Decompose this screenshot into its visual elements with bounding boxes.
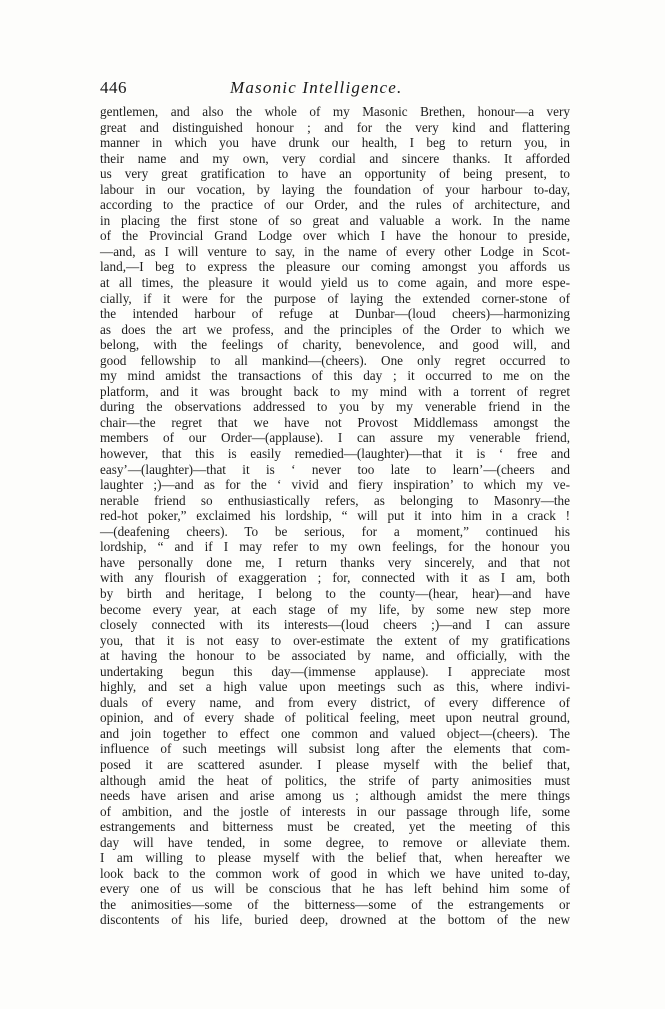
text-line: manner in which you have drunk our health, I beg to return you, in (100, 135, 570, 151)
text-line: nerable friend so enthusiastically refers, as belonging to Masonry—the (100, 492, 570, 508)
text-line: great and distinguished honour ; and for the very kind and flattering (100, 119, 570, 135)
text-line: according to the practice of our Order, and the rules of architecture, and (100, 197, 570, 213)
text-line: highly, and set a high value upon meetings such as this, where indivi- (100, 679, 570, 695)
page-number: 446 (100, 78, 127, 97)
text-line: laughter ;)—and as for the ‘ vivid and fiery inspiration’ to which my ve- (100, 477, 570, 493)
text-line: as does the art we profess, and the principles of the Order to which we (100, 321, 570, 337)
text-line: posed it are scattered asunder. I please myself with the belief that, (100, 756, 570, 772)
text-line: at having the honour to be associated by name, and officially, with the (100, 648, 570, 664)
text-line: although amid the heat of politics, the strife of party animosities must (100, 772, 570, 788)
text-line: the intended harbour of refuge at Dunbar—(loud cheers)—harmonizing (100, 306, 570, 322)
text-line: look back to the common work of good in which we have united to-day, (100, 865, 570, 881)
body-text (100, 104, 570, 928)
text-line: with any flourish of exaggeration ; for, connected with it as I am, both (100, 570, 570, 586)
text-line: you, that it is not easy to over-estimate the extent of my gratifications (100, 632, 570, 648)
text-line: and join together to effect one common and valued object—(cheers). The (100, 725, 570, 741)
text-line: cially, if it were for the purpose of laying the extended corner-stone of (100, 290, 570, 306)
text-line: discontents of his life, buried deep, drowned at the bottom of the new (100, 912, 570, 928)
text-line: become every year, at each stage of my life, by some new step more (100, 601, 570, 617)
text-line: labour in our vocation, by laying the foundation of your harbour to-day, (100, 181, 570, 197)
text-line: belong, with the feelings of charity, benevolence, and good will, and (100, 337, 570, 353)
text-line: during the observations addressed to you by my venerable friend in the (100, 399, 570, 415)
text-line: undertaking begun this day—(immense applause). I appreciate most (100, 663, 570, 679)
text-line: however, that this is easily remedied—(laughter)—that it is ‘ free and (100, 446, 570, 462)
text-line: have personally done me, I return thanks very sincerely, and that not (100, 554, 570, 570)
text-line: good fellowship to all mankind—(cheers). One only regret occurred to (100, 352, 570, 368)
text-line: every one of us will be conscious that he has left behind him some of (100, 881, 570, 897)
text-line: their name and my own, very cordial and sincere thanks. It afforded (100, 150, 570, 166)
text-line: land,—I beg to express the pleasure our coming amongst you affords us (100, 259, 570, 275)
text-line: gentlemen, and also the whole of my Masonic Brethen, honour—a very (100, 104, 570, 119)
text-line: —(deafening cheers). To be serious, for a moment,” continued his (100, 523, 570, 539)
text-line: us very great gratification to have an opportunity of being present, to (100, 166, 570, 182)
text-line: —and, as I will venture to say, in the name of every other Lodge in Scot- (100, 243, 570, 259)
text-line: my mind amidst the transactions of this day ; it occurred to me on the (100, 368, 570, 384)
text-line: influence of such meetings will subsist long after the elements that com- (100, 741, 570, 757)
text-line: the animosities—some of the bitterness—some of the estrangements or (100, 896, 570, 912)
running-title: Masonic Intelligence. (230, 78, 403, 97)
text-line: members of our Order—(applause). I can assure my venerable friend, (100, 430, 570, 446)
running-head (100, 78, 570, 100)
text-line: needs have arisen and arise among us ; although amidst the mere things (100, 788, 570, 804)
text-line: red-hot poker,” exclaimed his lordship, “ will put it into him in a crack ! (100, 508, 570, 524)
text-line: estrangements and bitterness must be created, yet the meeting of this (100, 819, 570, 835)
text-line: at all times, the pleasure it would yield us to come again, and more espe- (100, 275, 570, 291)
text-line: lordship, “ and if I may refer to my own feelings, for the honour you (100, 539, 570, 555)
text-line: of ambition, and the jostle of interests in our passage through life, some (100, 803, 570, 819)
text-line: opinion, and of every shade of political feeling, meet upon neutral ground, (100, 710, 570, 726)
text-line: closely connected with its interests—(loud cheers ;)—and I can assure (100, 617, 570, 633)
text-line: day will have tended, in some degree, to remove or alleviate them. (100, 834, 570, 850)
text-line: by birth and heritage, I belong to the county—(hear, hear)—and have (100, 585, 570, 601)
text-line: platform, and it was brought back to my mind with a torrent of regret (100, 383, 570, 399)
text-line: easy’—(laughter)—that it is ‘ never too late to learn’—(cheers and (100, 461, 570, 477)
text-line: in placing the first stone of so great and valuable a work. In the name (100, 212, 570, 228)
text-line: chair—the regret that we have not Provost Middlemass amongst the (100, 414, 570, 430)
text-line: of the Provincial Grand Lodge over which I have the honour to preside, (100, 228, 570, 244)
text-line: I am willing to please myself with the belief that, when hereafter we (100, 850, 570, 866)
text-line: duals of every name, and from every district, of every difference of (100, 694, 570, 710)
